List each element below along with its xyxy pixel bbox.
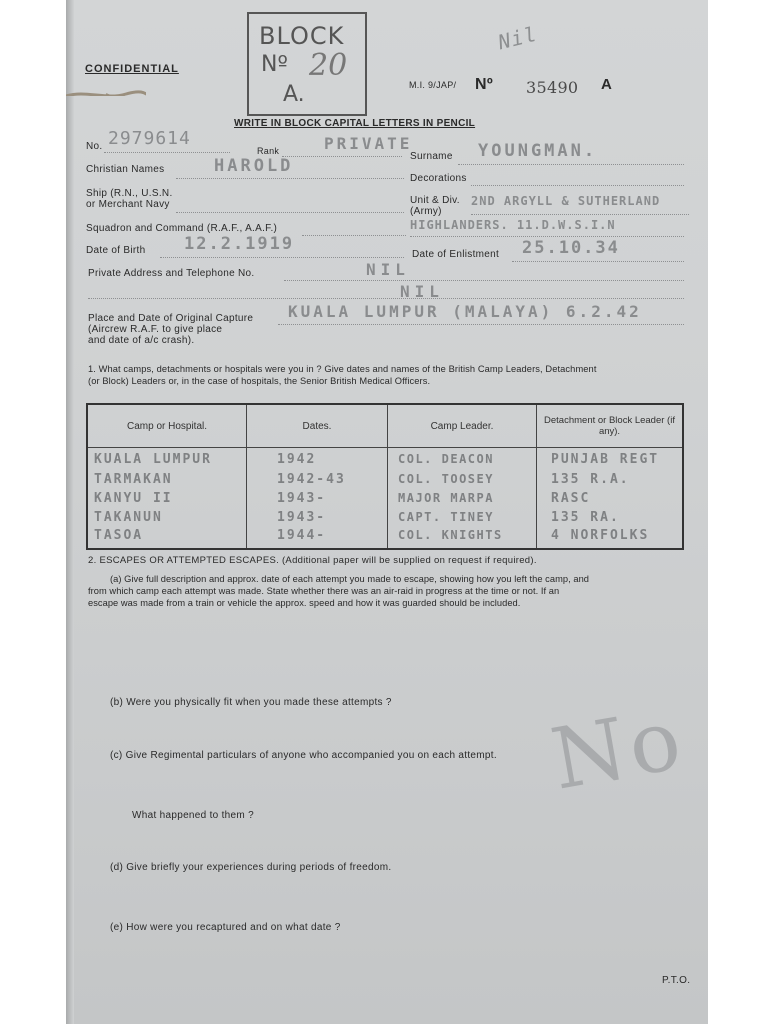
table-cell: MAJOR MARPA — [398, 491, 494, 505]
table-cell: COL. TOOSEY — [398, 472, 494, 486]
q1-text-2: (or Block) Leaders or, in the case of hospitals, the Senior British Medical Officers. — [88, 376, 431, 386]
header-detachment-leader: Detachment or Block Leader (if any). — [537, 404, 684, 448]
unit-line — [471, 214, 689, 215]
unit-line-2 — [410, 236, 684, 237]
unit-value: 2ND ARGYLL & SUTHERLAND — [471, 194, 661, 208]
enlistment-line — [512, 261, 684, 262]
form-serial-suffix: A — [601, 76, 613, 93]
capture-line — [278, 324, 684, 325]
rank-line — [282, 156, 402, 157]
header-camp: Camp or Hospital. — [87, 404, 247, 448]
camps-table-body — [87, 448, 683, 550]
address-value: NIL — [366, 260, 410, 279]
header-dates: Dates. — [247, 404, 388, 448]
escape-question-d: (d) Give briefly your experiences during periods of freedom. — [110, 862, 392, 873]
ship-line — [176, 212, 404, 213]
col-camp — [87, 448, 247, 550]
escape-question-a-3: escape was made from a train or vehicle the approx. speed and how it was guarded should be included. — [88, 598, 521, 608]
table-cell: COL. DEACON — [398, 452, 494, 466]
pto-label: P.T.O. — [662, 975, 691, 986]
stamp-block-letter: A. — [283, 82, 305, 107]
unit-label: Unit & Div. — [410, 195, 460, 206]
dob-line — [160, 257, 404, 258]
confidential-label: CONFIDENTIAL — [85, 63, 179, 75]
table-cell: PUNJAB REGT — [551, 452, 660, 467]
escape-question-a: (a) Give full description and approx. date of each attempt you made to escape, showing how you left the camp, and — [110, 574, 590, 584]
escape-question-c: (c) Give Regimental particulars of anyone who accompanied you on each attempt. — [110, 750, 497, 761]
block-capitals-instruction: WRITE IN BLOCK CAPITAL LETTERS IN PENCIL — [234, 118, 476, 129]
christian-names-label: Christian Names — [86, 164, 165, 175]
camps-table-header — [87, 404, 683, 448]
table-cell: COL. KNIGHTS — [398, 528, 503, 542]
header-camp-leader: Camp Leader. — [388, 404, 537, 448]
table-cell: 1943- — [277, 510, 327, 525]
address-label: Private Address and Telephone No. — [88, 268, 255, 279]
table-cell: RASC — [551, 491, 591, 506]
unit-value-2: HIGHLANDERS. 11.D.W.S.I.N — [410, 218, 616, 232]
surname-value: YOUNGMAN. — [478, 141, 598, 161]
unit-label-2: (Army) — [410, 206, 442, 217]
block-stamp — [247, 12, 367, 116]
enlistment-value: 25.10.34 — [522, 238, 620, 258]
capture-label-3: and date of a/c crash). — [88, 335, 195, 346]
table-cell: TASOA — [94, 528, 144, 543]
q1-text: 1. What camps, detachments or hospitals were you in ? Give dates and names of the British Camp Leaders, Detachment — [88, 364, 597, 374]
table-cell: 1942 — [277, 452, 317, 467]
form-no-label: Nº — [475, 76, 493, 93]
stamp-no-text: Nº — [261, 52, 288, 77]
handwritten-answer-no: No — [544, 689, 692, 809]
squadron-label: Squadron and Command (R.A.F., A.A.F.) — [86, 223, 278, 234]
no-label: No. — [86, 141, 103, 152]
col-camp-leader — [388, 448, 537, 550]
dob-label: Date of Birth — [86, 245, 146, 256]
escapes-title: 2. ESCAPES OR ATTEMPTED ESCAPES. (Additional paper will be supplied on request if required). — [88, 555, 537, 566]
table-cell: 135 R.A. — [551, 472, 630, 487]
stamp-block-text: BLOCK — [259, 22, 345, 50]
christian-names-line — [176, 178, 404, 179]
stamp-block-number: 20 — [309, 48, 348, 83]
table-cell: KANYU II — [94, 491, 173, 506]
table-cell: 1944- — [277, 528, 327, 543]
rank-value: PRIVATE — [324, 134, 413, 153]
camps-table — [86, 403, 684, 550]
table-cell: 135 RA. — [551, 510, 620, 525]
col-dates — [247, 448, 388, 550]
enlistment-label: Date of Enlistment — [412, 249, 500, 260]
address-line — [284, 280, 684, 281]
capture-label: Place and Date of Original Capture — [88, 313, 254, 324]
form-serial-number: 35490 — [526, 78, 579, 97]
capture-value: KUALA LUMPUR (MALAYA) 6.2.42 — [288, 302, 642, 321]
string-tie — [66, 86, 146, 96]
dob-value: 12.2.1919 — [184, 234, 295, 254]
handwritten-nil: Nil — [495, 21, 540, 55]
col-detachment-leader — [537, 448, 684, 550]
table-cell: CAPT. TINEY — [398, 510, 494, 524]
ship-label: Ship (R.N., U.S.N. — [86, 188, 173, 199]
decorations-line — [471, 185, 684, 186]
christian-names-value: HAROLD — [214, 156, 294, 176]
table-cell: 1942-43 — [277, 472, 346, 487]
escape-question-c-followup: What happened to them ? — [132, 810, 254, 821]
form-code: M.I. 9/JAP/ — [409, 80, 457, 90]
table-cell: TAKANUN — [94, 510, 163, 525]
surname-label: Surname — [410, 151, 453, 162]
table-cell: 4 NORFOLKS — [551, 528, 650, 543]
decorations-label: Decorations — [410, 173, 467, 184]
escape-question-b: (b) Were you physically fit when you made these attempts ? — [110, 697, 392, 708]
table-cell: KUALA LUMPUR — [94, 452, 212, 467]
service-number: 2979614 — [108, 128, 191, 149]
address-value-2: NIL — [400, 282, 444, 301]
rank-label: Rank — [257, 146, 280, 156]
ship-label-2: or Merchant Navy — [86, 199, 170, 210]
address-line-2 — [88, 298, 684, 299]
no-line — [104, 152, 230, 153]
escape-question-e: (e) How were you recaptured and on what date ? — [110, 922, 341, 933]
page-shadow — [66, 0, 74, 1024]
table-cell: TARMAKAN — [94, 472, 173, 487]
squadron-line — [302, 235, 406, 236]
capture-label-2: (Aircrew R.A.F. to give place — [88, 324, 223, 335]
surname-line — [458, 164, 684, 165]
escape-question-a-2: from which camp each attempt was made. State whether there was an air-raid in progress at the time or not. If an — [88, 586, 560, 596]
table-cell: 1943- — [277, 491, 327, 506]
form-sheet — [66, 0, 708, 1024]
